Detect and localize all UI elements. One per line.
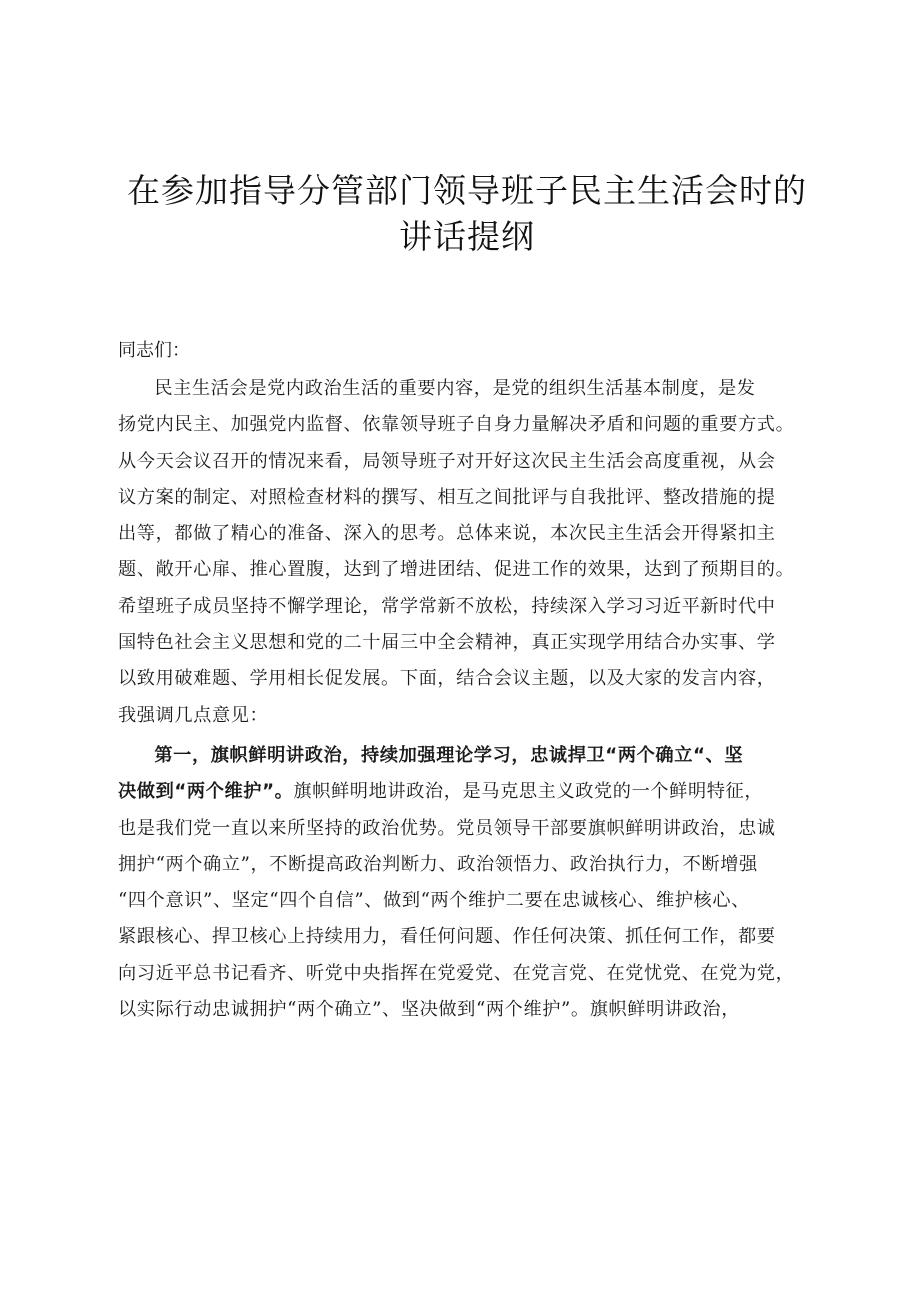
paragraph-line: 我强调几点意见： xyxy=(118,704,269,726)
greeting: 同志们： xyxy=(118,340,190,361)
paragraph-line: “四个意识”、坚定“四个自信”、做到“两个维护二要在忠诚核心、维护核心、 xyxy=(118,890,750,912)
section-heading-end: 决做到“两个维护”。 xyxy=(118,781,294,803)
paragraph-line: 希望班子成员坚持不懈学理论，常学常新不放松，持续深入学习习近平新时代中 xyxy=(118,595,776,617)
title-line-1: 在参加指导分管部门领导班子民主生活会时的 xyxy=(127,171,807,210)
paragraph-line: 也是我们党一直以来所坚持的政治优势。党员领导干部要旗帜鲜明讲政治，忠诚 xyxy=(118,817,776,839)
paragraph-line: 从今天会议召开的情况来看，局领导班子对开好这次民主生活会高度重视，从会 xyxy=(118,450,776,472)
paragraph-line: 拥护“两个确立”，不断提高政治判断力、政治领悟力、政治执行力，不断增强 xyxy=(118,853,758,875)
paragraph-line: 以实际行动忠诚拥护“两个确立”、坚决做到“两个维护”。旗帜鲜明讲政治， xyxy=(118,999,741,1021)
paragraph-line: 国特色社会主义思想和党的二十届三中全会精神，真正实现学用结合办实事、学 xyxy=(118,632,776,654)
paragraph-line: 议方案的制定、对照检查材料的撰写、相互之间批评与自我批评、整改措施的提 xyxy=(118,486,776,508)
paragraph-text: 旗帜鲜明地讲政治，是马克思主义政党的一个鲜明特征， xyxy=(293,781,764,803)
paragraph-line: 向习近平总书记看齐、听党中央指挥在党爱党、在党言党、在党忧党、在党为党， xyxy=(118,962,795,984)
paragraph-point-one xyxy=(118,738,816,1028)
paragraph-line xyxy=(118,774,816,810)
document-title xyxy=(118,168,816,260)
paragraph-intro xyxy=(118,371,816,734)
paragraph-line: 民主生活会是党内政治生活的重要内容，是党的组织生活基本制度，是发 xyxy=(154,378,756,399)
paragraph-line: 以致用破难题、学用相长促发展。下面，结合会议主题，以及大家的发言内容， xyxy=(118,668,776,690)
title-line-2: 讲话提纲 xyxy=(399,217,535,256)
section-heading: 第一，旗帜鲜明讲政治，持续加强理论学习，忠诚捍卫“两个确立“、坚 xyxy=(154,744,744,766)
paragraph-line: 扬党内民主、加强党内监督、依靠领导班子自身力量解决矛盾和问题的重要方式。 xyxy=(118,414,795,436)
paragraph-line: 出等，都做了精心的准备、深入的思考。总体来说，本次民主生活会开得紧扣主 xyxy=(118,523,776,545)
paragraph-line: 紧跟核心、捍卫核心上持续用力，看任何问题、作任何决策、抓任何工作，都要 xyxy=(118,926,776,948)
paragraph-line: 题、敞开心扉、推心置腹，达到了增进团结、促进工作的效果，达到了预期目的。 xyxy=(118,559,795,581)
